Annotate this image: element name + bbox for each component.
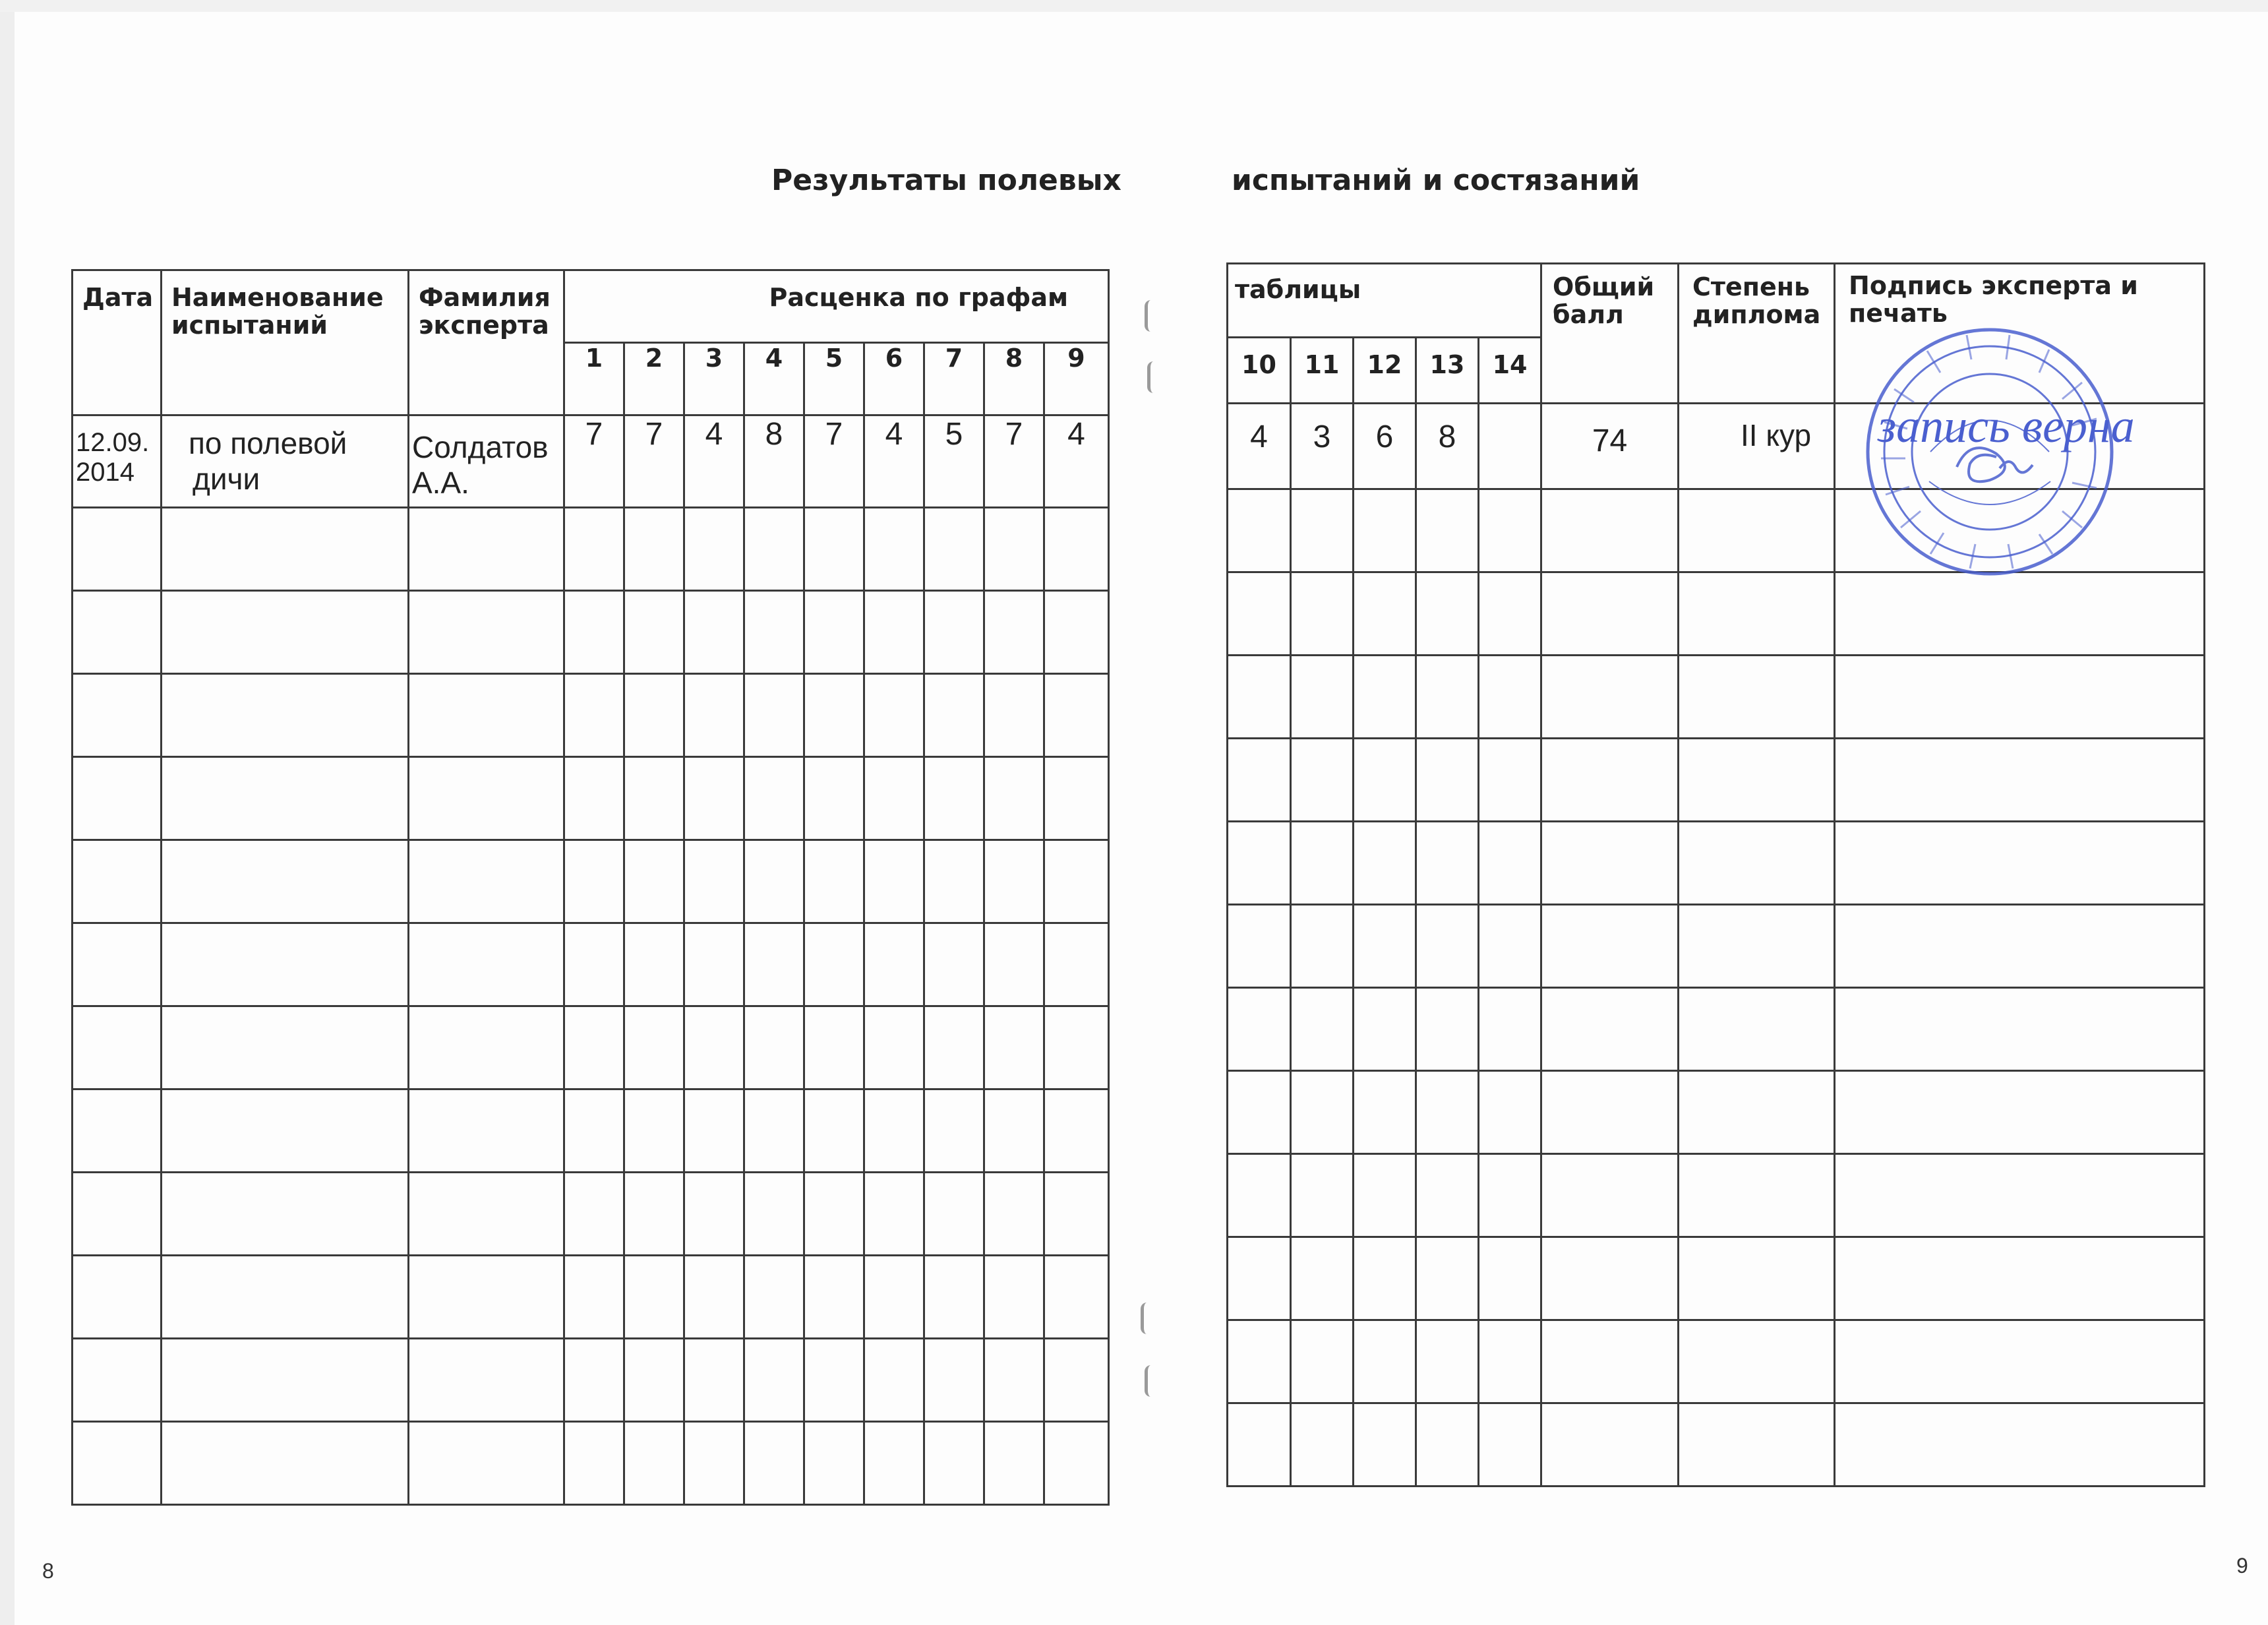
left-empty-rows bbox=[73, 508, 1109, 1505]
stamp-handwritten-text: запись верна bbox=[1878, 400, 2135, 452]
row-score: 4 bbox=[1228, 404, 1291, 489]
empty-row bbox=[73, 508, 1109, 591]
score-col-header: 8 bbox=[984, 343, 1044, 415]
score-col-header: 7 bbox=[924, 343, 984, 415]
row-score: 4 bbox=[684, 415, 744, 508]
row-score: 7 bbox=[564, 415, 624, 508]
empty-row bbox=[1228, 656, 2205, 739]
row-score: 5 bbox=[924, 415, 984, 508]
empty-row bbox=[1228, 739, 2205, 822]
empty-row bbox=[1228, 988, 2205, 1071]
header-degree: Степень диплома bbox=[1679, 264, 1835, 404]
empty-row bbox=[73, 1173, 1109, 1256]
empty-row bbox=[73, 1006, 1109, 1089]
empty-row bbox=[1228, 1320, 2205, 1403]
stamp-seal bbox=[1851, 310, 2161, 587]
empty-row bbox=[73, 1089, 1109, 1173]
staple-mark bbox=[1145, 1365, 1157, 1397]
row-score bbox=[1479, 404, 1541, 489]
row-score: 3 bbox=[1291, 404, 1354, 489]
staple-mark bbox=[1147, 361, 1160, 393]
row-score: 6 bbox=[1354, 404, 1416, 489]
empty-row bbox=[73, 923, 1109, 1006]
score-col-header: 13 bbox=[1416, 338, 1479, 404]
empty-row bbox=[1228, 1237, 2205, 1320]
score-col-header: 3 bbox=[684, 343, 744, 415]
score-col-header: 11 bbox=[1291, 338, 1354, 404]
score-col-header: 5 bbox=[804, 343, 864, 415]
staple-mark bbox=[1145, 300, 1157, 332]
row-score: 7 bbox=[624, 415, 684, 508]
score-col-header: 9 bbox=[1044, 343, 1109, 415]
header-table-group: таблицы bbox=[1228, 264, 1541, 338]
row-score: 4 bbox=[864, 415, 924, 508]
empty-row bbox=[1228, 905, 2205, 988]
row-score: 4 bbox=[1044, 415, 1109, 508]
empty-row bbox=[73, 1422, 1109, 1505]
score-col-header: 4 bbox=[744, 343, 804, 415]
score-col-header: 10 bbox=[1228, 338, 1291, 404]
empty-row bbox=[73, 1339, 1109, 1422]
empty-row bbox=[1228, 1154, 2205, 1237]
empty-row bbox=[73, 1256, 1109, 1339]
right-empty-rows bbox=[1228, 489, 2205, 1487]
row-expert: Солдатов А.А. bbox=[409, 415, 564, 508]
score-col-header: 6 bbox=[864, 343, 924, 415]
header-total: Общий балл bbox=[1541, 264, 1679, 404]
page-edge bbox=[0, 0, 15, 1625]
staple-mark bbox=[1141, 1303, 1153, 1334]
empty-row bbox=[1228, 822, 2205, 905]
empty-row bbox=[73, 840, 1109, 923]
header-signature: Подпись эксперта и печать bbox=[1835, 264, 2205, 404]
page-number-right: 9 bbox=[2236, 1554, 2248, 1578]
empty-row bbox=[73, 757, 1109, 840]
empty-row bbox=[73, 591, 1109, 674]
left-results-table bbox=[71, 269, 1110, 1506]
header-test-name: Наименование испытаний bbox=[162, 270, 409, 415]
row-score: 7 bbox=[804, 415, 864, 508]
header-scores-group: Расценка по графам bbox=[564, 270, 1109, 343]
page-number-left: 8 bbox=[42, 1559, 54, 1583]
table-row bbox=[73, 415, 1109, 508]
row-score: 7 bbox=[984, 415, 1044, 508]
row-test-name: по полевой дичи bbox=[162, 415, 409, 508]
score-col-header: 12 bbox=[1354, 338, 1416, 404]
row-score: 8 bbox=[744, 415, 804, 508]
empty-row bbox=[73, 674, 1109, 757]
row-score: 8 bbox=[1416, 404, 1479, 489]
title-right-part: испытаний и состязаний bbox=[1232, 164, 1640, 197]
score-col-header: 2 bbox=[624, 343, 684, 415]
header-expert: Фамилия эксперта bbox=[409, 270, 564, 415]
score-col-header: 14 bbox=[1479, 338, 1541, 404]
title-left-part: Результаты полевых bbox=[771, 164, 1121, 197]
score-col-header: 1 bbox=[564, 343, 624, 415]
page-edge-top bbox=[0, 0, 2268, 12]
empty-row bbox=[1228, 1071, 2205, 1154]
row-degree: II кур bbox=[1679, 404, 1835, 489]
header-date: Дата bbox=[73, 270, 162, 415]
empty-row bbox=[1228, 1403, 2205, 1487]
row-date: 12.09. 2014 bbox=[73, 415, 162, 508]
row-total: 74 bbox=[1541, 404, 1679, 489]
